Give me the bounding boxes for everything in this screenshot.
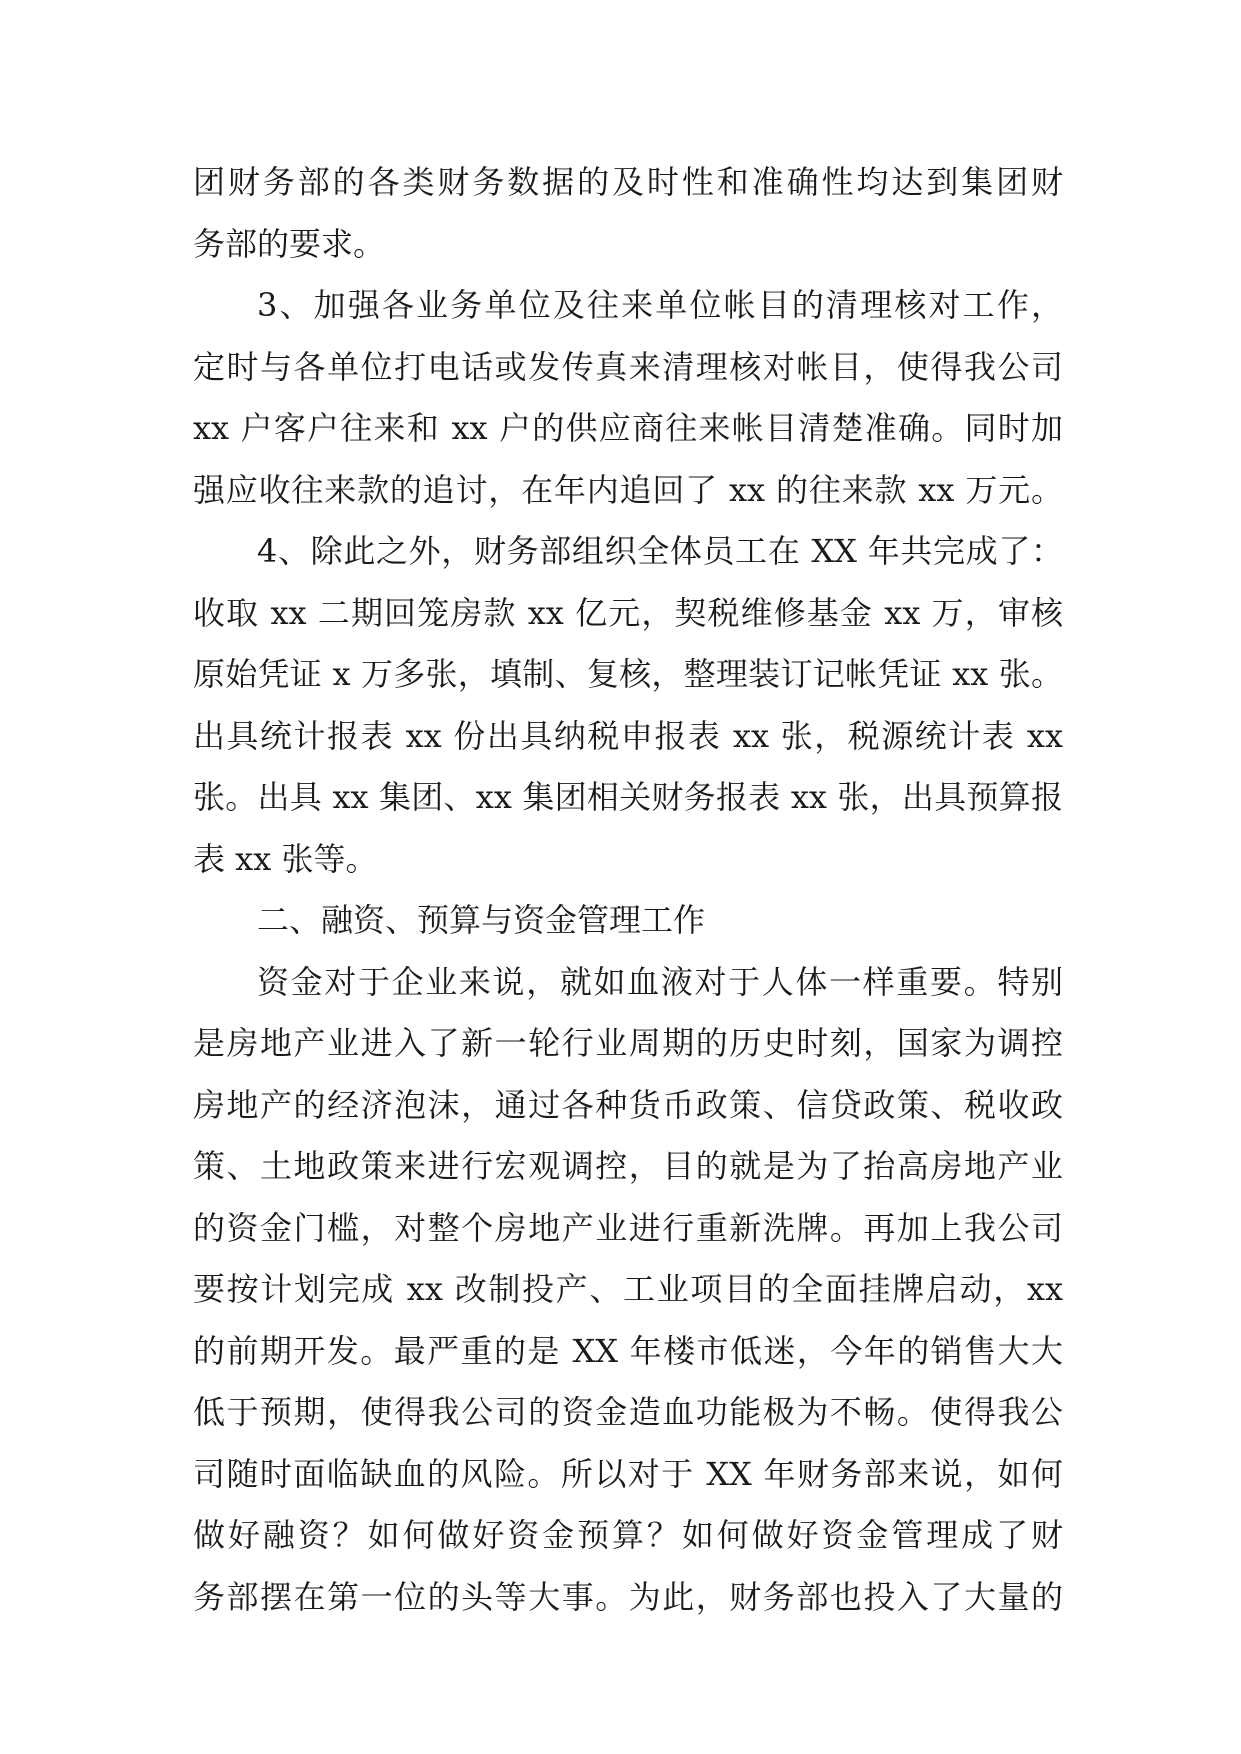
text-line: 表 xx 张等。 [193, 839, 378, 878]
text-line: 张。出具 xx 集团、xx 集团相关财务报表 xx 张，出具预算报 [193, 778, 1063, 816]
text-line: 是房地产业进入了新一轮行业周期的历史时刻，国家为调控 [193, 1024, 1063, 1062]
text-line: 策、土地政策来进行宏观调控，目的就是为了抬高房地产业 [193, 1147, 1063, 1185]
text-line: 司随时面临缺血的风险。所以对于 XX 年财务部来说，如何 [193, 1454, 1063, 1493]
text-line: 的前期开发。最严重的是 XX 年楼市低迷，今年的销售大大 [193, 1331, 1063, 1370]
text-line: 房地产的经济泡沫，通过各种货币政策、信贷政策、税收政 [193, 1085, 1063, 1124]
text-line: 务部的要求。 [193, 224, 386, 263]
text-line: 团财务部的各类财务数据的及时性和准确性均达到集团财 [193, 163, 1063, 201]
text-line: 定时与各单位打电话或发传真来清理核对帐目，使得我公司 [193, 347, 1063, 386]
text-line: 出具统计报表 xx 份出具纳税申报表 xx 张，税源统计表 xx [193, 716, 1063, 755]
text-line: 的资金门槛，对整个房地产业进行重新洗牌。再加上我公司 [193, 1208, 1063, 1247]
paragraph-start-line: 资金对于企业来说，就如血液对于人体一样重要。特别 [257, 962, 1063, 1001]
text-line: 务部摆在第一位的头等大事。为此，财务部也投入了大量的 [193, 1577, 1063, 1616]
text-line: 收取 xx 二期回笼房款 xx 亿元，契税维修基金 xx 万，审核 [193, 593, 1063, 632]
paragraph-start-line: 4、除此之外，财务部组织全体员工在 XX 年共完成了： [257, 532, 1063, 570]
text-line: 原始凭证 x 万多张，填制、复核，整理装订记帐凭证 xx 张。 [193, 655, 1063, 693]
paragraph-start-line: 3、加强各业务单位及往来单位帐目的清理核对工作， [257, 286, 1063, 324]
text-line: 做好融资？如何做好资金预算？如何做好资金管理成了财 [193, 1516, 1063, 1554]
text-line: 低于预期，使得我公司的资金造血功能极为不畅。使得我公 [193, 1393, 1063, 1431]
text-line: xx 户客户往来和 xx 户的供应商往来帐目清楚准确。同时加 [193, 409, 1063, 447]
section-heading: 二、融资、预算与资金管理工作 [257, 901, 706, 939]
text-line: 强应收往来款的追讨，在年内追回了 xx 的往来款 xx 万元。 [193, 470, 1063, 509]
document-body [193, 152, 1063, 1628]
text-line: 要按计划完成 xx 改制投产、工业项目的全面挂牌启动，xx [193, 1270, 1063, 1308]
